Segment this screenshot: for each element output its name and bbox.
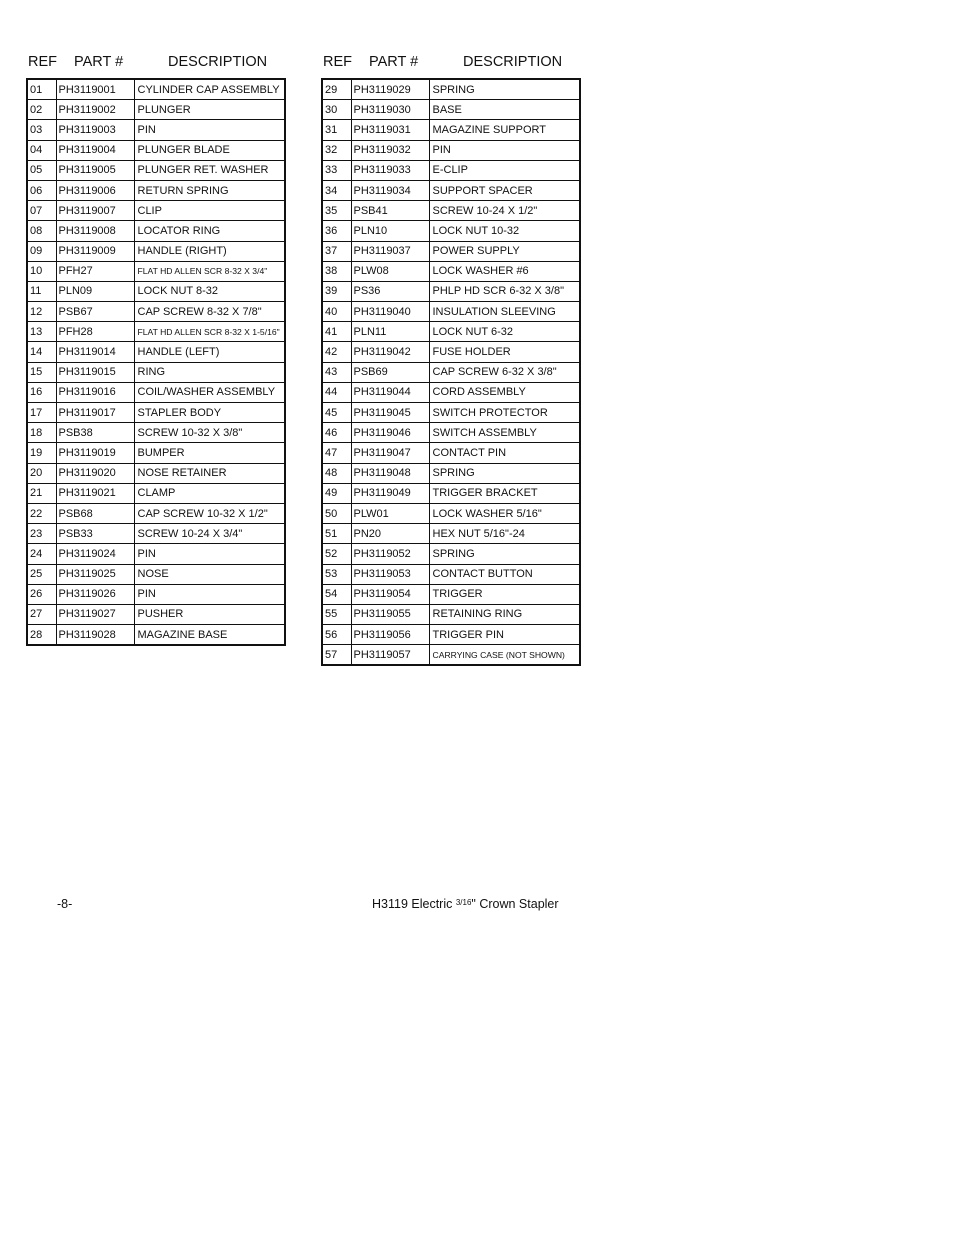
description-cell: CORD ASSEMBLY xyxy=(429,382,580,402)
table-row xyxy=(322,403,580,423)
description-cell: CONTACT BUTTON xyxy=(429,564,580,584)
description-cell: NOSE xyxy=(134,564,285,584)
ref-cell: 13 xyxy=(27,322,56,342)
part-number-cell: PLW01 xyxy=(351,503,429,523)
table-row xyxy=(27,261,285,281)
part-number-cell: PH3119031 xyxy=(351,120,429,140)
table-row xyxy=(27,140,285,160)
table-row xyxy=(322,221,580,241)
part-number-cell: PLN09 xyxy=(56,281,134,301)
description-cell: LOCK NUT 10-32 xyxy=(429,221,580,241)
ref-cell: 25 xyxy=(27,564,56,584)
ref-cell: 45 xyxy=(322,403,351,423)
header-description: DESCRIPTION xyxy=(168,54,268,70)
table-row xyxy=(322,503,580,523)
ref-cell: 35 xyxy=(322,201,351,221)
table-row xyxy=(322,463,580,483)
part-number-cell: PH3119028 xyxy=(56,625,134,646)
part-number-cell: PN20 xyxy=(351,524,429,544)
part-number-cell: PSB41 xyxy=(351,201,429,221)
table-row xyxy=(27,302,285,322)
part-number-cell: PH3119047 xyxy=(351,443,429,463)
description-cell: RING xyxy=(134,362,285,382)
part-number-cell: PH3119017 xyxy=(56,403,134,423)
description-cell: HANDLE (RIGHT) xyxy=(134,241,285,261)
description-cell: LOCK NUT 6-32 xyxy=(429,322,580,342)
part-number-cell: PH3119040 xyxy=(351,302,429,322)
ref-cell: 30 xyxy=(322,100,351,120)
table-header xyxy=(26,54,286,78)
part-number-cell: PH3119025 xyxy=(56,564,134,584)
ref-cell: 56 xyxy=(322,625,351,645)
ref-cell: 49 xyxy=(322,483,351,503)
part-number-cell: PSB69 xyxy=(351,362,429,382)
description-cell: PLUNGER RET. WASHER xyxy=(134,160,285,180)
description-cell: CARRYING CASE (NOT SHOWN) xyxy=(429,645,580,666)
part-number-cell: PH3119027 xyxy=(56,604,134,624)
part-number-cell: PLN11 xyxy=(351,322,429,342)
table-row xyxy=(27,201,285,221)
description-cell: LOCATOR RING xyxy=(134,221,285,241)
ref-cell: 57 xyxy=(322,645,351,666)
title-suffix: " Crown Stapler xyxy=(471,897,559,911)
ref-cell: 29 xyxy=(322,79,351,100)
description-cell: PUSHER xyxy=(134,604,285,624)
description-cell: CLIP xyxy=(134,201,285,221)
ref-cell: 34 xyxy=(322,180,351,200)
description-cell: FLAT HD ALLEN SCR 8-32 X 1-5/16" xyxy=(134,322,285,342)
ref-cell: 03 xyxy=(27,120,56,140)
description-cell: RETURN SPRING xyxy=(134,180,285,200)
ref-cell: 07 xyxy=(27,201,56,221)
part-number-cell: PH3119015 xyxy=(56,362,134,382)
table-row xyxy=(322,423,580,443)
part-number-cell: PH3119021 xyxy=(56,483,134,503)
part-number-cell: PH3119019 xyxy=(56,443,134,463)
ref-cell: 21 xyxy=(27,483,56,503)
part-number-cell: PH3119006 xyxy=(56,180,134,200)
table-row xyxy=(27,544,285,564)
part-number-cell: PSB33 xyxy=(56,524,134,544)
parts-table-left xyxy=(26,78,286,646)
table-row xyxy=(27,382,285,402)
ref-cell: 42 xyxy=(322,342,351,362)
ref-cell: 19 xyxy=(27,443,56,463)
ref-cell: 26 xyxy=(27,584,56,604)
description-cell: PIN xyxy=(429,140,580,160)
part-number-cell: PH3119007 xyxy=(56,201,134,221)
description-cell: TRIGGER xyxy=(429,584,580,604)
part-number-cell: PH3119020 xyxy=(56,463,134,483)
description-cell: CAP SCREW 6-32 X 3/8" xyxy=(429,362,580,382)
part-number-cell: PH3119033 xyxy=(351,160,429,180)
ref-cell: 18 xyxy=(27,423,56,443)
table-row xyxy=(322,241,580,261)
table-row xyxy=(322,261,580,281)
table-row xyxy=(27,584,285,604)
table-row xyxy=(27,180,285,200)
header-ref: REF xyxy=(323,54,352,70)
part-number-cell: PH3119016 xyxy=(56,382,134,402)
description-cell: CONTACT PIN xyxy=(429,443,580,463)
description-cell: FUSE HOLDER xyxy=(429,342,580,362)
ref-cell: 23 xyxy=(27,524,56,544)
table-row xyxy=(27,423,285,443)
description-cell: LOCK WASHER #6 xyxy=(429,261,580,281)
part-number-cell: PH3119030 xyxy=(351,100,429,120)
table-row xyxy=(27,322,285,342)
description-cell: LOCK WASHER 5/16" xyxy=(429,503,580,523)
ref-cell: 31 xyxy=(322,120,351,140)
header-part: PART # xyxy=(369,54,419,70)
part-number-cell: PH3119052 xyxy=(351,544,429,564)
ref-cell: 44 xyxy=(322,382,351,402)
table-row xyxy=(322,443,580,463)
ref-cell: 04 xyxy=(27,140,56,160)
table-row xyxy=(322,483,580,503)
table-row xyxy=(27,221,285,241)
table-row xyxy=(322,362,580,382)
part-number-cell: PH3119008 xyxy=(56,221,134,241)
description-cell: HANDLE (LEFT) xyxy=(134,342,285,362)
table-row xyxy=(27,604,285,624)
table-row xyxy=(27,281,285,301)
description-cell: RETAINING RING xyxy=(429,604,580,624)
table-row xyxy=(27,564,285,584)
table-row xyxy=(27,241,285,261)
table-row xyxy=(322,564,580,584)
part-number-cell: PH3119045 xyxy=(351,403,429,423)
description-cell: TRIGGER BRACKET xyxy=(429,483,580,503)
description-cell: COIL/WASHER ASSEMBLY xyxy=(134,382,285,402)
table-row xyxy=(27,160,285,180)
table-row xyxy=(27,100,285,120)
table-row xyxy=(322,584,580,604)
part-number-cell: PFH28 xyxy=(56,322,134,342)
description-cell: STAPLER BODY xyxy=(134,403,285,423)
ref-cell: 50 xyxy=(322,503,351,523)
description-cell: MAGAZINE SUPPORT xyxy=(429,120,580,140)
description-cell: SCREW 10-32 X 3/8" xyxy=(134,423,285,443)
description-cell: FLAT HD ALLEN SCR 8-32 X 3/4" xyxy=(134,261,285,281)
ref-cell: 40 xyxy=(322,302,351,322)
ref-cell: 54 xyxy=(322,584,351,604)
ref-cell: 02 xyxy=(27,100,56,120)
description-cell: BASE xyxy=(429,100,580,120)
ref-cell: 01 xyxy=(27,79,56,100)
table-row xyxy=(322,201,580,221)
table-row xyxy=(322,100,580,120)
description-cell: NOSE RETAINER xyxy=(134,463,285,483)
part-number-cell: PH3119002 xyxy=(56,100,134,120)
part-number-cell: PH3119029 xyxy=(351,79,429,100)
table-row xyxy=(27,342,285,362)
part-number-cell: PH3119009 xyxy=(56,241,134,261)
description-cell: PLUNGER BLADE xyxy=(134,140,285,160)
table-row xyxy=(322,180,580,200)
table-row xyxy=(322,544,580,564)
table-row xyxy=(27,362,285,382)
part-number-cell: PH3119001 xyxy=(56,79,134,100)
table-row xyxy=(322,645,580,666)
part-number-cell: PH3119003 xyxy=(56,120,134,140)
part-number-cell: PLN10 xyxy=(351,221,429,241)
ref-cell: 17 xyxy=(27,403,56,423)
description-cell: PIN xyxy=(134,120,285,140)
description-cell: E-CLIP xyxy=(429,160,580,180)
table-row xyxy=(322,160,580,180)
table-row xyxy=(322,604,580,624)
ref-cell: 27 xyxy=(27,604,56,624)
ref-cell: 53 xyxy=(322,564,351,584)
ref-cell: 33 xyxy=(322,160,351,180)
description-cell: SPRING xyxy=(429,79,580,100)
part-number-cell: PSB68 xyxy=(56,503,134,523)
table-row xyxy=(27,483,285,503)
part-number-cell: PH3119026 xyxy=(56,584,134,604)
table-row xyxy=(27,403,285,423)
description-cell: POWER SUPPLY xyxy=(429,241,580,261)
ref-cell: 28 xyxy=(27,625,56,646)
description-cell: PIN xyxy=(134,584,285,604)
parts-table-right xyxy=(321,78,581,666)
description-cell: CYLINDER CAP ASSEMBLY xyxy=(134,79,285,100)
title-fraction: 3/16 xyxy=(455,898,472,907)
ref-cell: 43 xyxy=(322,362,351,382)
ref-cell: 11 xyxy=(27,281,56,301)
ref-cell: 16 xyxy=(27,382,56,402)
document-title xyxy=(372,897,559,911)
ref-cell: 06 xyxy=(27,180,56,200)
ref-cell: 05 xyxy=(27,160,56,180)
ref-cell: 09 xyxy=(27,241,56,261)
description-cell: INSULATION SLEEVING xyxy=(429,302,580,322)
ref-cell: 46 xyxy=(322,423,351,443)
part-number-cell: PH3119055 xyxy=(351,604,429,624)
part-number-cell: PH3119053 xyxy=(351,564,429,584)
description-cell: BUMPER xyxy=(134,443,285,463)
part-number-cell: PH3119034 xyxy=(351,180,429,200)
part-number-cell: PH3119057 xyxy=(351,645,429,666)
title-prefix: H3119 Electric xyxy=(372,897,456,911)
table-row xyxy=(322,382,580,402)
part-number-cell: PH3119049 xyxy=(351,483,429,503)
part-number-cell: PH3119037 xyxy=(351,241,429,261)
header-description: DESCRIPTION xyxy=(463,54,563,70)
ref-cell: 52 xyxy=(322,544,351,564)
table-row xyxy=(27,463,285,483)
part-number-cell: PH3119056 xyxy=(351,625,429,645)
part-number-cell: PH3119032 xyxy=(351,140,429,160)
ref-cell: 24 xyxy=(27,544,56,564)
description-cell: TRIGGER PIN xyxy=(429,625,580,645)
description-cell: CAP SCREW 8-32 X 7/8" xyxy=(134,302,285,322)
ref-cell: 12 xyxy=(27,302,56,322)
ref-cell: 37 xyxy=(322,241,351,261)
header-ref: REF xyxy=(28,54,57,70)
ref-cell: 48 xyxy=(322,463,351,483)
ref-cell: 32 xyxy=(322,140,351,160)
description-cell: PIN xyxy=(134,544,285,564)
parts-column-left xyxy=(26,54,286,646)
part-number-cell: PH3119024 xyxy=(56,544,134,564)
ref-cell: 22 xyxy=(27,503,56,523)
description-cell: PLUNGER xyxy=(134,100,285,120)
description-cell: SPRING xyxy=(429,463,580,483)
description-cell: PHLP HD SCR 6-32 X 3/8" xyxy=(429,281,580,301)
description-cell: SCREW 10-24 X 3/4" xyxy=(134,524,285,544)
part-number-cell: PS36 xyxy=(351,281,429,301)
part-number-cell: PH3119046 xyxy=(351,423,429,443)
part-number-cell: PLW08 xyxy=(351,261,429,281)
part-number-cell: PH3119005 xyxy=(56,160,134,180)
table-row xyxy=(322,625,580,645)
description-cell: SCREW 10-24 X 1/2" xyxy=(429,201,580,221)
ref-cell: 39 xyxy=(322,281,351,301)
table-row xyxy=(27,524,285,544)
table-row xyxy=(322,322,580,342)
ref-cell: 47 xyxy=(322,443,351,463)
ref-cell: 10 xyxy=(27,261,56,281)
ref-cell: 14 xyxy=(27,342,56,362)
table-row xyxy=(27,79,285,100)
page-number: -8- xyxy=(57,897,73,911)
ref-cell: 20 xyxy=(27,463,56,483)
part-number-cell: PH3119054 xyxy=(351,584,429,604)
table-row xyxy=(27,625,285,646)
part-number-cell: PH3119048 xyxy=(351,463,429,483)
header-part: PART # xyxy=(74,54,124,70)
part-number-cell: PSB38 xyxy=(56,423,134,443)
description-cell: SPRING xyxy=(429,544,580,564)
part-number-cell: PH3119044 xyxy=(351,382,429,402)
ref-cell: 36 xyxy=(322,221,351,241)
ref-cell: 08 xyxy=(27,221,56,241)
description-cell: HEX NUT 5/16"-24 xyxy=(429,524,580,544)
table-row xyxy=(322,342,580,362)
part-number-cell: PH3119004 xyxy=(56,140,134,160)
table-header xyxy=(321,54,581,78)
parts-column-right xyxy=(321,54,581,666)
ref-cell: 41 xyxy=(322,322,351,342)
table-row xyxy=(322,79,580,100)
ref-cell: 38 xyxy=(322,261,351,281)
part-number-cell: PFH27 xyxy=(56,261,134,281)
table-row xyxy=(322,524,580,544)
table-row xyxy=(27,503,285,523)
table-row xyxy=(322,120,580,140)
description-cell: SWITCH PROTECTOR xyxy=(429,403,580,423)
part-number-cell: PH3119014 xyxy=(56,342,134,362)
description-cell: LOCK NUT 8-32 xyxy=(134,281,285,301)
description-cell: CLAMP xyxy=(134,483,285,503)
ref-cell: 15 xyxy=(27,362,56,382)
table-row xyxy=(27,120,285,140)
ref-cell: 55 xyxy=(322,604,351,624)
table-row xyxy=(322,302,580,322)
table-row xyxy=(27,443,285,463)
description-cell: CAP SCREW 10-32 X 1/2" xyxy=(134,503,285,523)
description-cell: MAGAZINE BASE xyxy=(134,625,285,646)
ref-cell: 51 xyxy=(322,524,351,544)
table-row xyxy=(322,281,580,301)
description-cell: SWITCH ASSEMBLY xyxy=(429,423,580,443)
description-cell: SUPPORT SPACER xyxy=(429,180,580,200)
part-number-cell: PH3119042 xyxy=(351,342,429,362)
table-row xyxy=(322,140,580,160)
part-number-cell: PSB67 xyxy=(56,302,134,322)
